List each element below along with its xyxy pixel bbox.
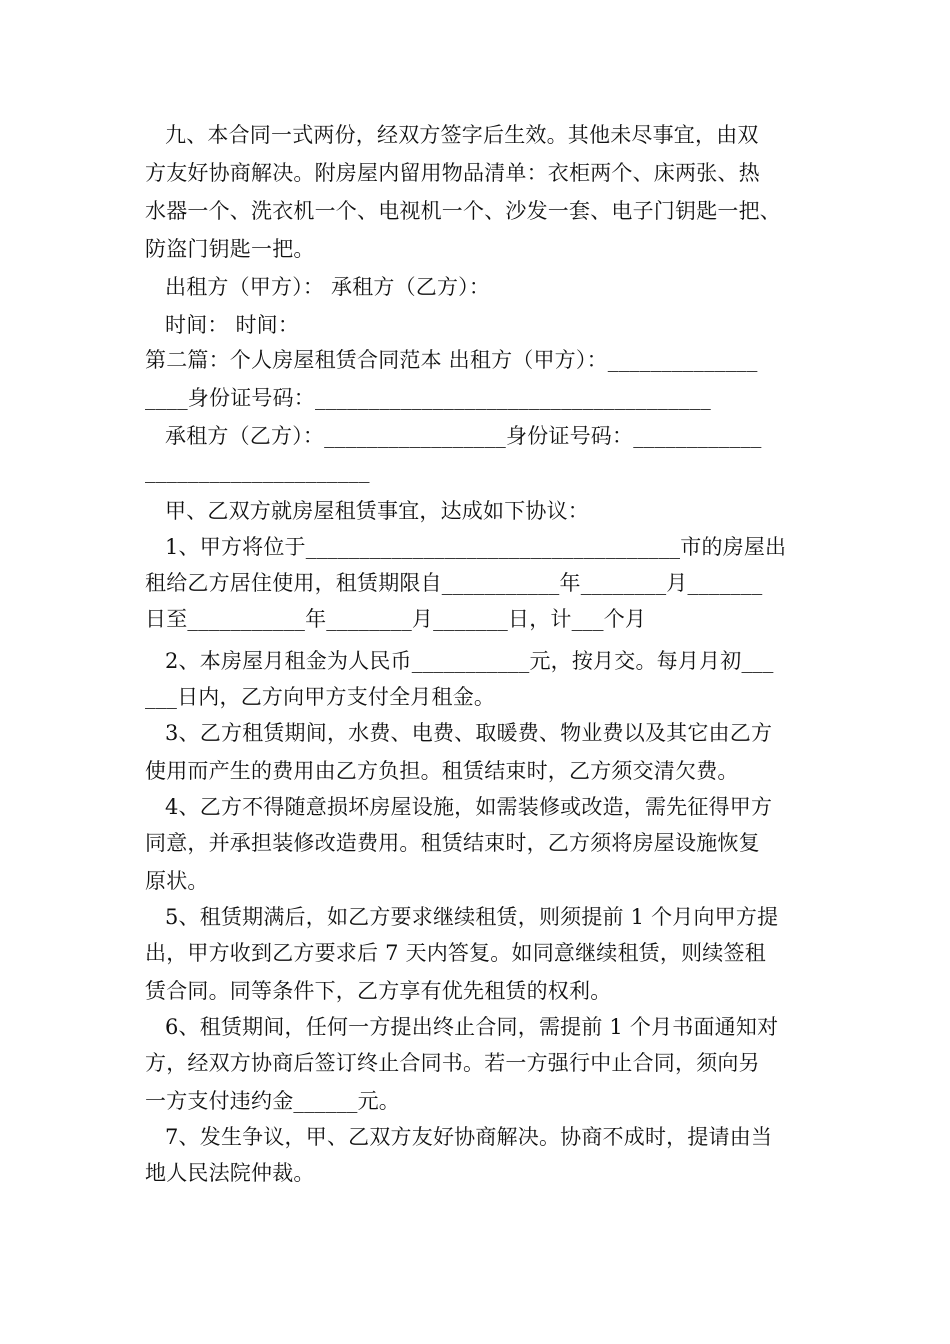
clause-5-line-1: 5、租赁期满后，如乙方要求继续租赁，则须提前 1 个月向甲方提: [165, 905, 779, 929]
clause-6-line-3: 一方支付违约金______元。: [145, 1089, 400, 1113]
clause-1-line-2: 租给乙方居住使用，租赁期限自___________年________月_______: [145, 571, 763, 595]
clause-9-line-4: 防盗门钥匙一把。: [145, 237, 315, 261]
clause-9-line-2: 方友好协商解决。附房屋内留用物品清单：衣柜两个、床两张、热: [145, 161, 760, 185]
clause-1-line-3: 日至___________年________月_______日，计___个月: [145, 607, 647, 631]
clause-3-line-1: 3、乙方租赁期间，水费、电费、取暖费、物业费以及其它由乙方: [165, 721, 773, 745]
clause-5-line-3: 赁合同。同等条件下，乙方享有优先租赁的权利。: [145, 979, 612, 1003]
clause-9-line-1: 九、本合同一式两份，经双方签字后生效。其他未尽事宜，由双: [165, 123, 759, 147]
section-2-heading: 第二篇：个人房屋租赁合同范本 出租方（甲方）：______________: [145, 348, 758, 372]
clause-4-line-1: 4、乙方不得随意损坏房屋设施，如需装修或改造，需先征得甲方: [165, 795, 773, 819]
lessee-id-line: _____________________: [145, 459, 370, 483]
clause-9-line-3: 水器一个、洗衣机一个、电视机一个、沙发一套、电子门钥匙一把、: [145, 199, 781, 223]
clause-3-line-2: 使用而产生的费用由乙方负担。租赁结束时，乙方须交清欠费。: [145, 759, 739, 783]
clause-5-line-2: 出，甲方收到乙方要求后 7 天内答复。如同意继续租赁，则续签租: [145, 941, 766, 965]
clause-6-line-2: 方，经双方协商后签订终止合同书。若一方强行中止合同，须向另: [145, 1051, 760, 1075]
clause-7-line-2: 地人民法院仲裁。: [145, 1161, 315, 1185]
clause-2-line-1: 2、本房屋月租金为人民币___________元，按月交。每月月初___: [165, 649, 774, 673]
clause-2-line-2: ___日内，乙方向甲方支付全月租金。: [145, 685, 496, 709]
signature-parties: 出租方（甲方）： 承租方（乙方）：: [165, 275, 491, 299]
clause-4-line-3: 原状。: [145, 869, 209, 893]
clause-7-line-1: 7、发生争议，甲、乙双方友好协商解决。协商不成时，提请由当: [165, 1125, 773, 1149]
agreement-intro: 甲、乙双方就房屋租赁事宜，达成如下协议：: [165, 499, 589, 523]
clause-4-line-2: 同意，并承担装修改造费用。租赁结束时，乙方须将房屋设施恢复: [145, 831, 760, 855]
clause-1-line-1: 1、甲方将位于___________________________________市的房屋出: [165, 535, 787, 559]
lessee-line: 承租方（乙方）：_________________身份证号码：____________: [165, 424, 762, 448]
clause-6-line-1: 6、租赁期间，任何一方提出终止合同，需提前 1 个月书面通知对: [165, 1015, 779, 1039]
lessor-id-line: ____身份证号码：_____________________________________: [145, 386, 711, 410]
signature-dates: 时间： 时间：: [165, 313, 300, 337]
